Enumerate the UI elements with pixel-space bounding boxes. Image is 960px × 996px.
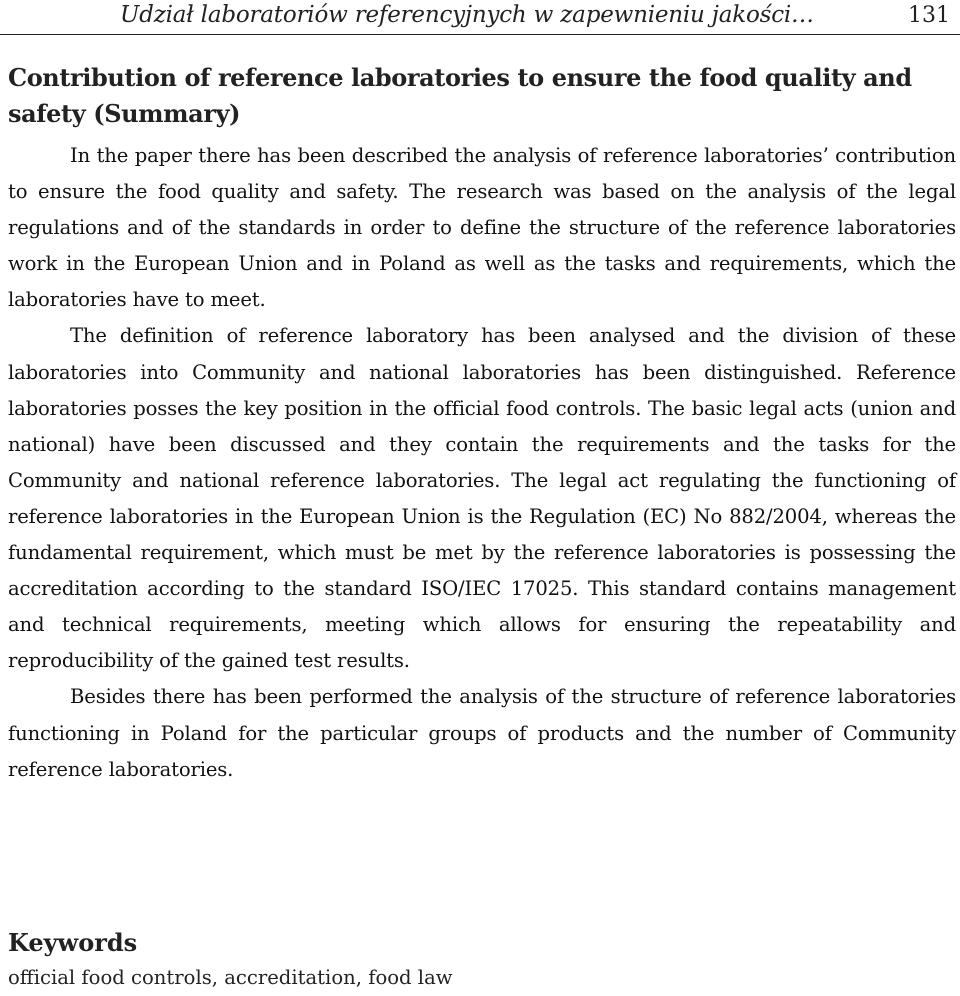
summary-paragraph-3: Besides there has been performed the analysis of the structure of reference laboratories functioning in Poland for the particular groups of products and the number of Community reference laboratories. [8, 685, 956, 781]
summary-title: Contribution of reference laboratories to ensure the food quality and safety (Summary) [8, 63, 912, 128]
keywords-text: official food controls, accreditation, food law [8, 966, 453, 989]
page-number: 131 [908, 3, 950, 28]
summary-paragraph-1: In the paper there has been described the analysis of reference laboratories’ contribution to ensure the food quality and safety. The research was based on the analysis of the legal regulations and of the standards in order to define the structure of the reference laboratories work in the European Union and in Poland as well as the tasks and requirements, which the laboratories have to meet. [8, 144, 956, 312]
running-title: Udział laboratoriów referencyjnych w zapewnieniu jakości… [120, 2, 814, 28]
page-header [0, 0, 960, 35]
keywords-heading: Keywords [8, 928, 138, 957]
summary-paragraph-2: The definition of reference laboratory has been analysed and the division of these laboratories into Community and national laboratories has been distinguished. Reference laboratories posses the key position in the official food controls. The basic legal acts (union and national) have been discussed and they contain the requirements and the tasks for the Community and national reference laboratories. The legal act regulating the functioning of reference laboratories in the European Union is the Regulation (EC) No 882/2004, whereas the fundamental requirement, which must be met by the reference laboratories is possessing the accreditation according to the standard ISO/IEC 17025. This standard contains management and technical requirements, meeting which allows for ensuring the repeatability and reproducibility of the gained test results. [8, 324, 956, 673]
summary-body [8, 138, 956, 788]
